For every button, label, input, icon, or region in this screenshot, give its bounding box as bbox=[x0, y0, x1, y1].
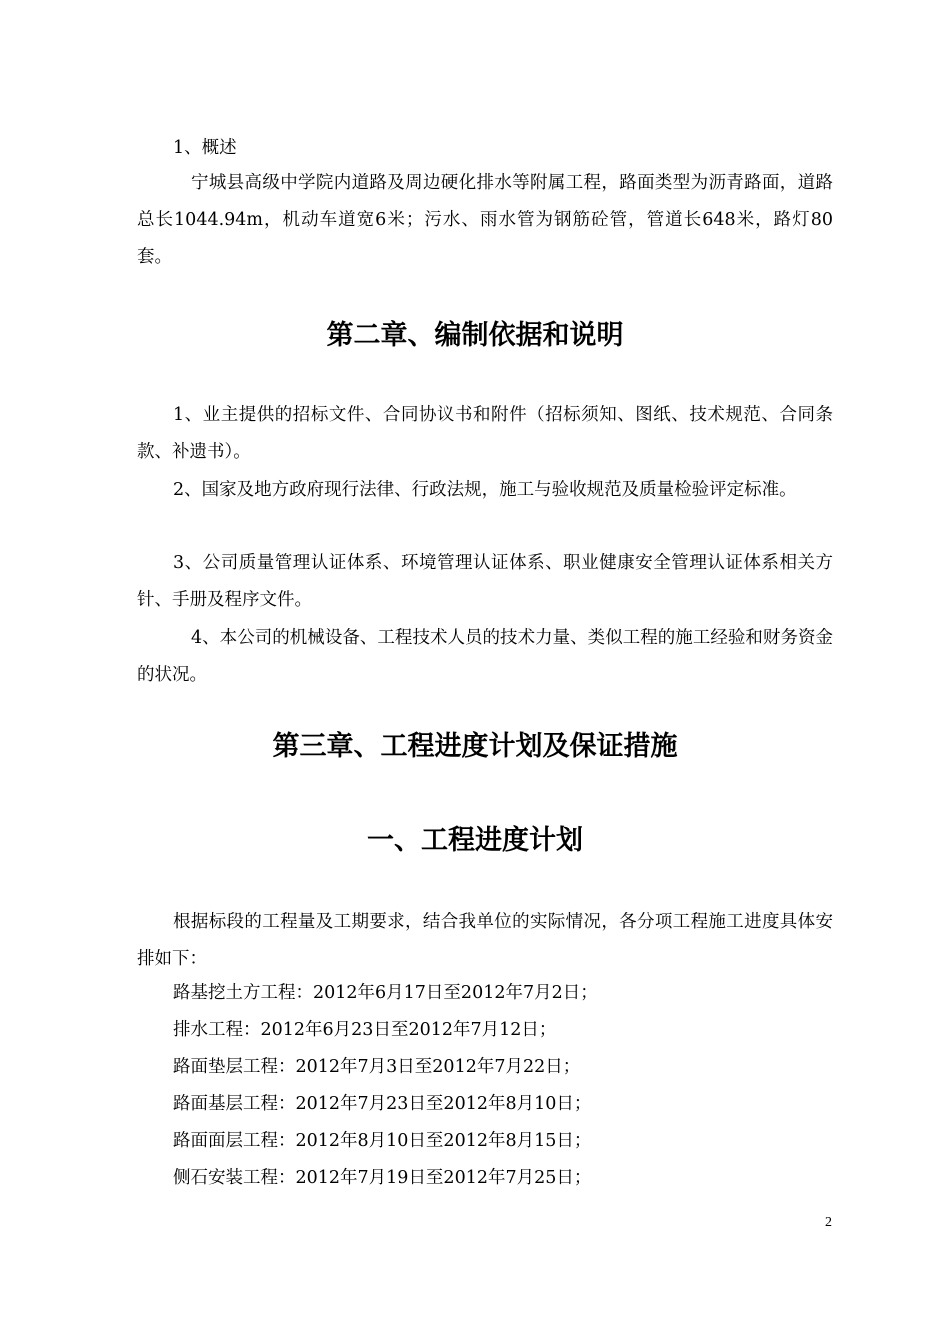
chapter2-item-4: 4、本公司的机械设备、工程技术人员的技术力量、类似工程的施工经验和财务资金的状况。 bbox=[137, 628, 833, 685]
overview-title: 1、概述 bbox=[173, 138, 237, 158]
schedule-item: 路面垫层工程：2012年7月3日至2012年7月22日； bbox=[173, 1057, 581, 1077]
schedule-item: 路面面层工程：2012年8月10日至2012年8月15日； bbox=[173, 1131, 592, 1151]
schedule-item: 侧石安装工程：2012年7月19日至2012年7月25日； bbox=[173, 1168, 592, 1188]
schedule-item: 路面基层工程：2012年7月23日至2012年8月10日； bbox=[173, 1094, 592, 1114]
chapter2-item-3: 3、公司质量管理认证体系、环境管理认证体系、职业健康安全管理认证体系相关方针、手册及程序文件。 bbox=[137, 553, 833, 610]
schedule-section-heading: 一、工程进度计划 bbox=[367, 825, 583, 856]
chapter2-heading: 第二章、编制依据和说明 bbox=[326, 320, 624, 351]
chapter2-item-2: 2、国家及地方政府现行法律、行政法规，施工与验收规范及质量检验评定标准。 bbox=[173, 480, 797, 500]
schedule-item: 排水工程：2012年6月23日至2012年7月12日； bbox=[173, 1020, 557, 1040]
page-number: 2 bbox=[825, 1215, 832, 1230]
chapter3-heading: 第三章、工程进度计划及保证措施 bbox=[272, 731, 678, 762]
schedule-intro: 根据标段的工程量及工期要求，结合我单位的实际情况，各分项工程施工进度具体安排如下： bbox=[137, 912, 833, 969]
overview-paragraph: 宁城县高级中学院内道路及周边硬化排水等附属工程，路面类型为沥青路面，道路总长1044.94m，机动车道宽6米；污水、雨水管为钢筋砼管，管道长648米，路灯80套。 bbox=[137, 173, 833, 267]
chapter2-item-1: 1、业主提供的招标文件、合同协议书和附件（招标须知、图纸、技术规范、合同条款、补遗书）。 bbox=[137, 405, 833, 462]
schedule-item: 路基挖土方工程：2012年6月17日至2012年7月2日； bbox=[173, 983, 598, 1003]
